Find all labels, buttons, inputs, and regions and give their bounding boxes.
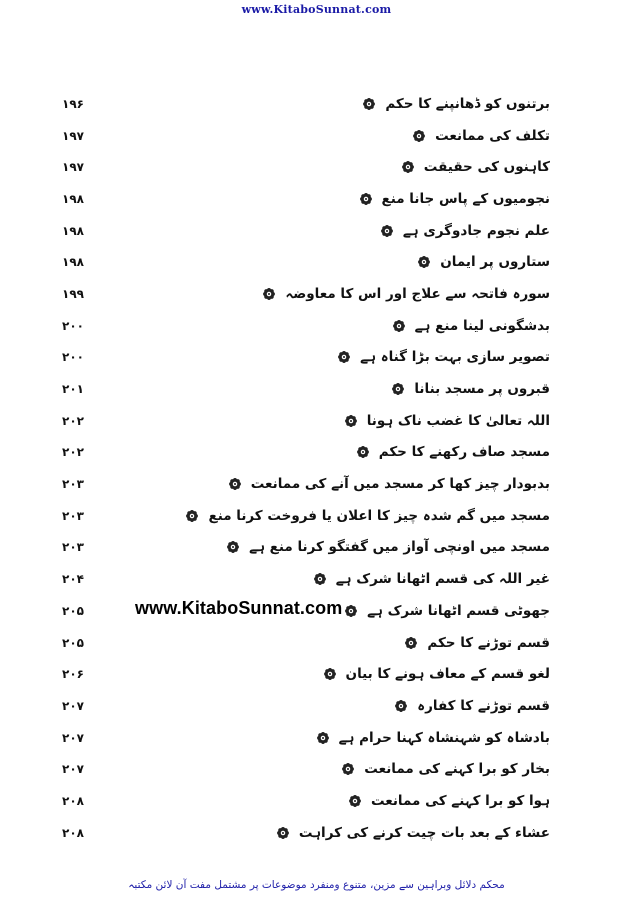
toc-page-number: ۱۹۸ (62, 255, 84, 270)
toc-entry-title: عشاء کے بعد بات چیت کرنے کی کراہت (298, 824, 550, 841)
toc-entry-heading (344, 413, 550, 429)
toc-page-number: ۲۰۰ (62, 318, 84, 333)
toc-entry (62, 658, 550, 690)
toc-page-number: ۲۰۰ (62, 350, 84, 365)
toc-entry (62, 215, 550, 247)
toc-entry-title: مسجد میں گم شدہ چیز کا اعلان یا فروخت کرنا منع (208, 507, 550, 524)
toc-entry-heading (417, 254, 550, 270)
toc-page-number: ۲۰۴ (62, 572, 84, 587)
flower-bullet-icon (228, 477, 242, 491)
toc-entry (62, 310, 550, 342)
toc-page-number: ۲۰۵ (62, 603, 84, 618)
toc-entry (62, 183, 550, 215)
toc-page-number: ۲۰۳ (62, 508, 84, 523)
toc-entry-title: برتنوں کو ڈھانپنے کا حکم (385, 95, 550, 112)
flower-bullet-icon (344, 414, 358, 428)
toc-entry-heading (262, 286, 550, 302)
flower-bullet-icon (391, 382, 405, 396)
toc-entry-title: قسم توڑنے کا حکم (427, 634, 550, 651)
toc-entry-title: لغو قسم کے معاف ہونے کا بیان (345, 666, 550, 683)
toc-page-number: ۲۰۸ (62, 825, 84, 840)
toc-entry-title: سورہ فاتحہ سے علاج اور اس کا معاوضہ (285, 285, 550, 302)
toc-entry (62, 722, 550, 754)
site-header-url[interactable]: www.KitaboSunnat.com (241, 3, 392, 16)
toc-page-number: ۱۹۷ (62, 128, 84, 143)
flower-bullet-icon (313, 572, 327, 586)
flower-bullet-icon (380, 224, 394, 238)
toc-entry-heading (359, 191, 550, 207)
toc-page-number: ۱۹۹ (62, 286, 84, 301)
toc-entry (62, 563, 550, 595)
toc-page-number: ۱۹۷ (62, 160, 84, 175)
flower-bullet-icon (276, 826, 290, 840)
flower-bullet-icon (348, 794, 362, 808)
toc-page-number: ۲۰۳ (62, 540, 84, 555)
toc-entry-title: ہوا کو برا کہنے کی ممانعت (370, 792, 550, 809)
toc-entry-title: غیر اللہ کی قسم اٹھانا شرک ہے (335, 571, 550, 588)
flower-bullet-icon (337, 350, 351, 364)
toc-page-number: ۲۰۶ (62, 667, 84, 682)
flower-bullet-icon (185, 509, 199, 523)
toc-entry (62, 753, 550, 785)
toc-entry-heading (392, 318, 550, 334)
toc-entry-heading (316, 730, 550, 746)
flower-bullet-icon (404, 636, 418, 650)
toc-entry-heading (226, 539, 550, 555)
watermark-url: www.KitaboSunnat.com (135, 598, 343, 618)
toc-entry-title: قبروں پر مسجد بنانا (414, 381, 550, 398)
toc-page-number: ۲۰۸ (62, 793, 84, 808)
toc-entry (62, 785, 550, 817)
toc-entry (62, 627, 550, 659)
toc-entry (62, 151, 550, 183)
flower-bullet-icon (362, 97, 376, 111)
toc-entry-title: ستاروں پر ایمان (440, 254, 550, 271)
toc-entry (62, 120, 550, 152)
toc-entry (62, 437, 550, 469)
toc-entry-heading (323, 666, 550, 682)
flower-bullet-icon (394, 699, 408, 713)
toc-entry-title: تکلف کی ممانعت (435, 127, 550, 144)
toc-entry-title: بدشگونی لینا منع ہے (414, 317, 550, 334)
toc-entry-title: مسجد صاف رکھنے کا حکم (378, 444, 550, 461)
toc-entry-heading (401, 159, 550, 175)
toc-page-number: ۲۰۲ (62, 413, 84, 428)
flower-bullet-icon (316, 731, 330, 745)
toc-entry-heading (185, 508, 550, 524)
toc-page-number: ۱۹۸ (62, 191, 84, 206)
toc-entry (62, 88, 550, 120)
toc-entry-heading (337, 349, 550, 365)
toc-entry-title: کاہنوں کی حقیقت (423, 159, 550, 176)
toc-entry-heading (313, 571, 550, 587)
toc-entry (62, 690, 550, 722)
toc-entry (62, 342, 550, 374)
toc-entry (62, 500, 550, 532)
toc-entry-title: بدبودار چیز کھا کر مسجد میں آنے کی ممانعت (250, 476, 550, 493)
toc-entry-heading (356, 444, 550, 460)
toc-entry-heading (228, 476, 550, 492)
toc-entry (62, 246, 550, 278)
toc-entry-title: قسم توڑنے کا کفارہ (417, 697, 550, 714)
footer-tagline: محکم دلائل وبراہین سے مزین، متنوع ومنفرد موضوعات پر مشتمل مفت آن لائن مکتبہ (128, 879, 505, 891)
toc-entry (62, 532, 550, 564)
toc-page-number: ۲۰۷ (62, 730, 84, 745)
flower-bullet-icon (226, 540, 240, 554)
toc-entry (62, 817, 550, 849)
toc-entry-heading (412, 128, 550, 144)
toc-page-number: ۱۹۸ (62, 223, 84, 238)
flower-bullet-icon (412, 129, 426, 143)
flower-bullet-icon (417, 255, 431, 269)
toc-page-number: ۲۰۵ (62, 635, 84, 650)
toc-entry (62, 278, 550, 310)
flower-bullet-icon (359, 192, 373, 206)
flower-bullet-icon (356, 445, 370, 459)
toc-entry-title: جھوٹی قسم اٹھانا شرک ہے (367, 602, 550, 619)
toc-entry-title: بخار کو برا کہنے کی ممانعت (364, 761, 550, 778)
flower-bullet-icon (323, 667, 337, 681)
toc-entry (62, 468, 550, 500)
toc-entry (62, 373, 550, 405)
toc-entry-heading (404, 635, 550, 651)
flower-bullet-icon (344, 604, 358, 618)
toc-entry-title: نجومیوں کے پاس جانا منع (381, 190, 550, 207)
table-of-contents (62, 88, 550, 849)
flower-bullet-icon (341, 762, 355, 776)
toc-entry-title: علم نجوم جادوگری ہے (402, 222, 550, 239)
toc-entry-title: تصویر سازی بہت بڑا گناہ ہے (360, 349, 550, 366)
flower-bullet-icon (401, 160, 415, 174)
toc-page-number: ۲۰۲ (62, 445, 84, 460)
toc-entry-heading (344, 603, 550, 619)
toc-entry-title: بادشاہ کو شہنشاہ کہنا حرام ہے (338, 729, 550, 746)
toc-entry-title: اللہ تعالیٰ کا غضب ناک ہونا (366, 412, 550, 429)
toc-page-number: ۲۰۷ (62, 698, 84, 713)
flower-bullet-icon (392, 319, 406, 333)
toc-entry-heading (276, 825, 550, 841)
toc-entry-title: مسجد میں اونچی آواز میں گفتگو کرنا منع ہے (249, 539, 550, 556)
toc-entry-heading (341, 761, 550, 777)
toc-page-number: ۲۰۷ (62, 762, 84, 777)
toc-entry-heading (380, 223, 550, 239)
flower-bullet-icon (262, 287, 276, 301)
toc-entry (62, 405, 550, 437)
toc-entry-heading (394, 698, 550, 714)
toc-page-number: ۲۰۱ (62, 382, 84, 397)
toc-page-number: ۲۰۳ (62, 477, 84, 492)
toc-entry-heading (391, 381, 550, 397)
toc-page-number: ۱۹۶ (62, 96, 84, 111)
toc-entry-heading (348, 793, 550, 809)
toc-entry-heading (362, 96, 550, 112)
